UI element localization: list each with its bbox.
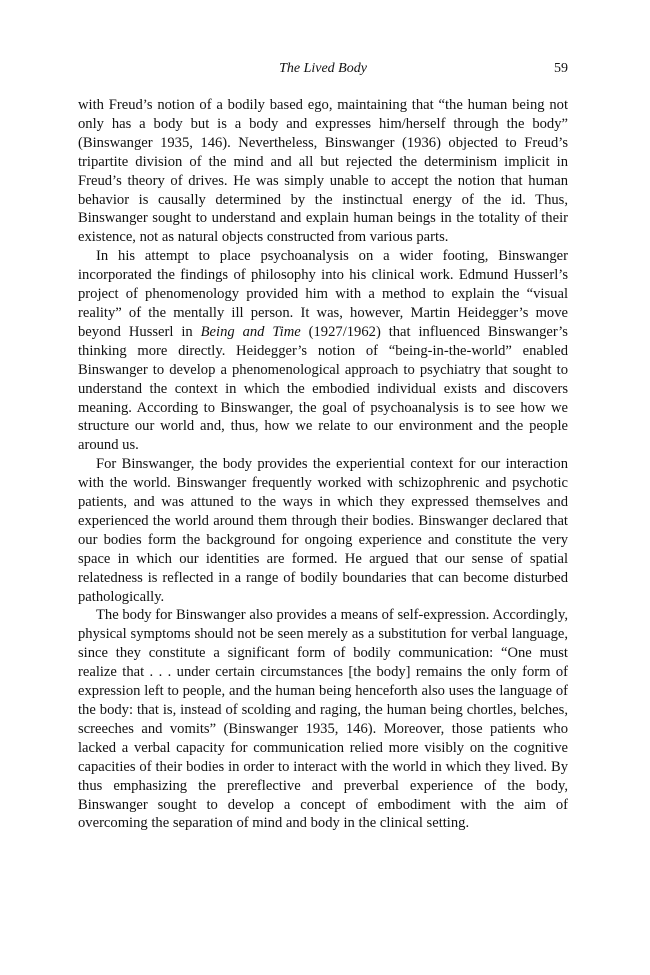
running-title: The Lived Body [279, 61, 367, 76]
book-title-being-and-time: Being and Time [200, 323, 301, 340]
paragraph-4-text: The body for Binswanger also provides a means of self-expression. Accordingly, physical symptoms should not be seen merely as a substitution for verbal language, since they constitute a significant form of bodily communication: “One must realize that . . . under certain circumstances [the body] remains the only form of expression left to people, and the human being henceforth also uses the language of the body: that is, instead of scolding and raging, the human being chortles, belches, screeches and vomits” (Binswanger 1935, 146). Moreover, those patients who lacked a verbal capacity for communication relied more visibly on the cognitive capacities of their bodies in order to interact with the world in which they lived. By thus emphasizing the prereflective and preverbal experience of the body, Binswanger sought to develop a concept of embodiment with the aim of overcoming the separation of mind and body in the clinical setting. [78, 607, 568, 832]
paragraph-3 [78, 455, 568, 606]
paragraph-2-text-a: In his attempt to place psychoanalysis on a wider footing, Binswanger incorporated the findings of philosophy into his clinical work. Edmund Husserl’s project of phenomenology provided him with a method to explain the “visual reality” of the mentally ill person. It was, however, Martin Heidegger’s move beyond Husserl in [78, 248, 568, 340]
body-text [78, 96, 568, 833]
paragraph-2 [78, 247, 568, 455]
running-header [78, 61, 568, 79]
paragraph-2-text-b: (1927/1962) that influenced Binswanger’s thinking more directly. Heidegger’s notion of “being-in-the-world” enabled Binswanger to develop a phenomenological approach to psychiatry that sought to understand the context in which the embodied individual exists and discovers meaning. According to Binswanger, the goal of psychoanalysis is to see how we structure our world and, thus, how we relate to our environment and the people around us. [78, 323, 568, 454]
paragraph-3-text: For Binswanger, the body provides the experiential context for our interaction with the world. Binswanger frequently worked with schizophrenic and psychotic patients, and was attuned to the ways in which they expressed themselves and experienced the world around them through their bodies. Binswanger declared that our bodies form the background for ongoing experience and constitute the very space in which our identities are formed. He argued that our sense of spatial relatedness is reflected in a range of bodily boundaries that can become disturbed pathologically. [78, 456, 568, 605]
page-number: 59 [554, 61, 568, 76]
paragraph-4 [78, 606, 568, 833]
paragraph-1-text: with Freud’s notion of a bodily based ego, maintaining that “the human being not only has a body but is a body and expresses him/herself through the body” (Binswanger 1935, 146). Nevertheless, Binswanger (1936) objected to Freud’s tripartite division of the mind and all but rejected the determinism implicit in Freud’s theory of drives. He was simply unable to accept the notion that human behavior is causally determined by the instinctual energy of the id. Thus, Binswanger sought to understand and explain human beings in the totality of their existence, not as natural objects constructed from various parts. [78, 97, 568, 246]
paragraph-1 [78, 96, 568, 247]
